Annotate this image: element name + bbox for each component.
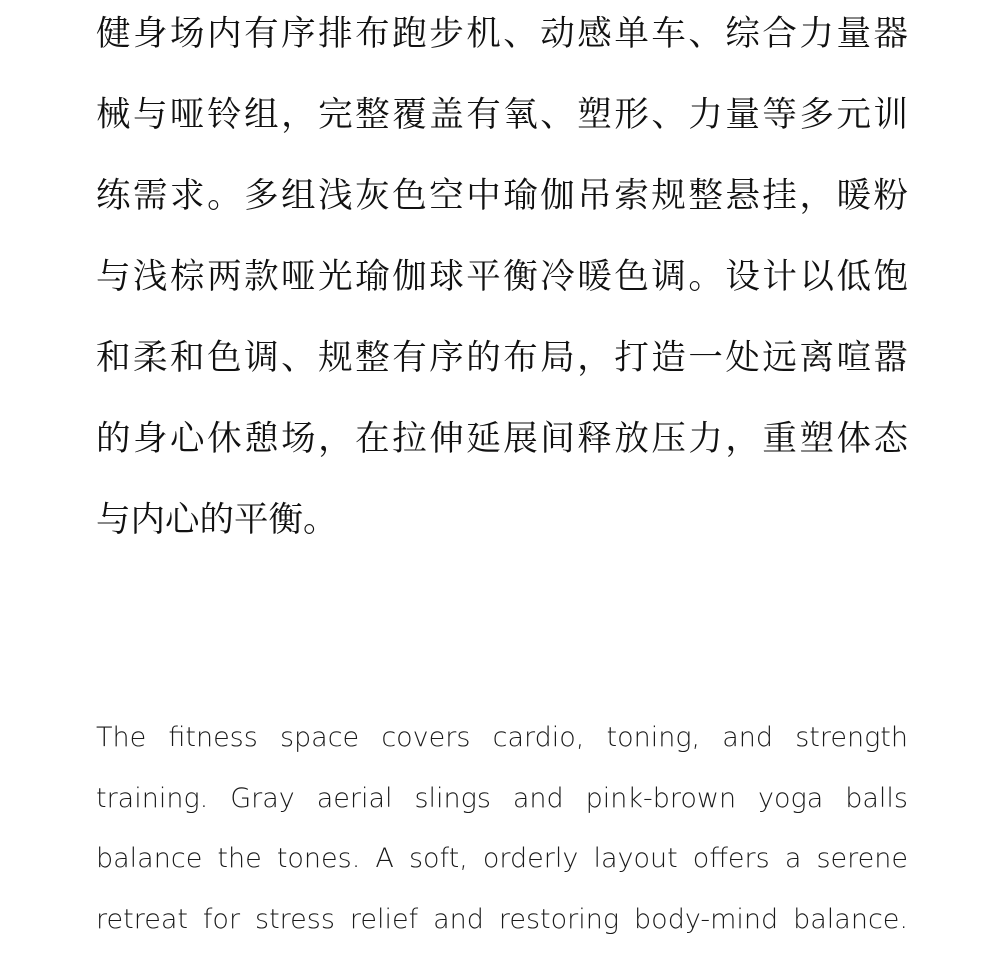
chinese-line: 练需求。多组浅灰色空中瑜伽吊索规整悬挂，暖粉: [96, 162, 908, 243]
english-line: The fitness space covers cardio, toning, and strength: [96, 716, 908, 777]
chinese-line: 和柔和色调、规整有序的布局，打造一处远离喧嚣: [96, 324, 908, 405]
chinese-line: 的身心休憩场，在拉伸延展间释放压力，重塑体态: [96, 405, 908, 486]
english-line: retreat for stress relief and restoring body-mind balance.: [96, 898, 908, 958]
english-line: training. Gray aerial slings and pink-brown yoga balls: [96, 777, 908, 838]
english-line: balance the tones. A soft, orderly layout offers a serene: [96, 837, 908, 898]
chinese-line: 与浅棕两款哑光瑜伽球平衡冷暖色调。设计以低饱: [96, 243, 908, 324]
chinese-line: 械与哑铃组，完整覆盖有氧、塑形、力量等多元训: [96, 81, 908, 162]
chinese-line: 健身场内有序排布跑步机、动感单车、综合力量器: [96, 0, 908, 81]
chinese-paragraph: [96, 0, 908, 567]
english-paragraph: [96, 716, 908, 958]
chinese-line: 与内心的平衡。: [96, 486, 908, 567]
